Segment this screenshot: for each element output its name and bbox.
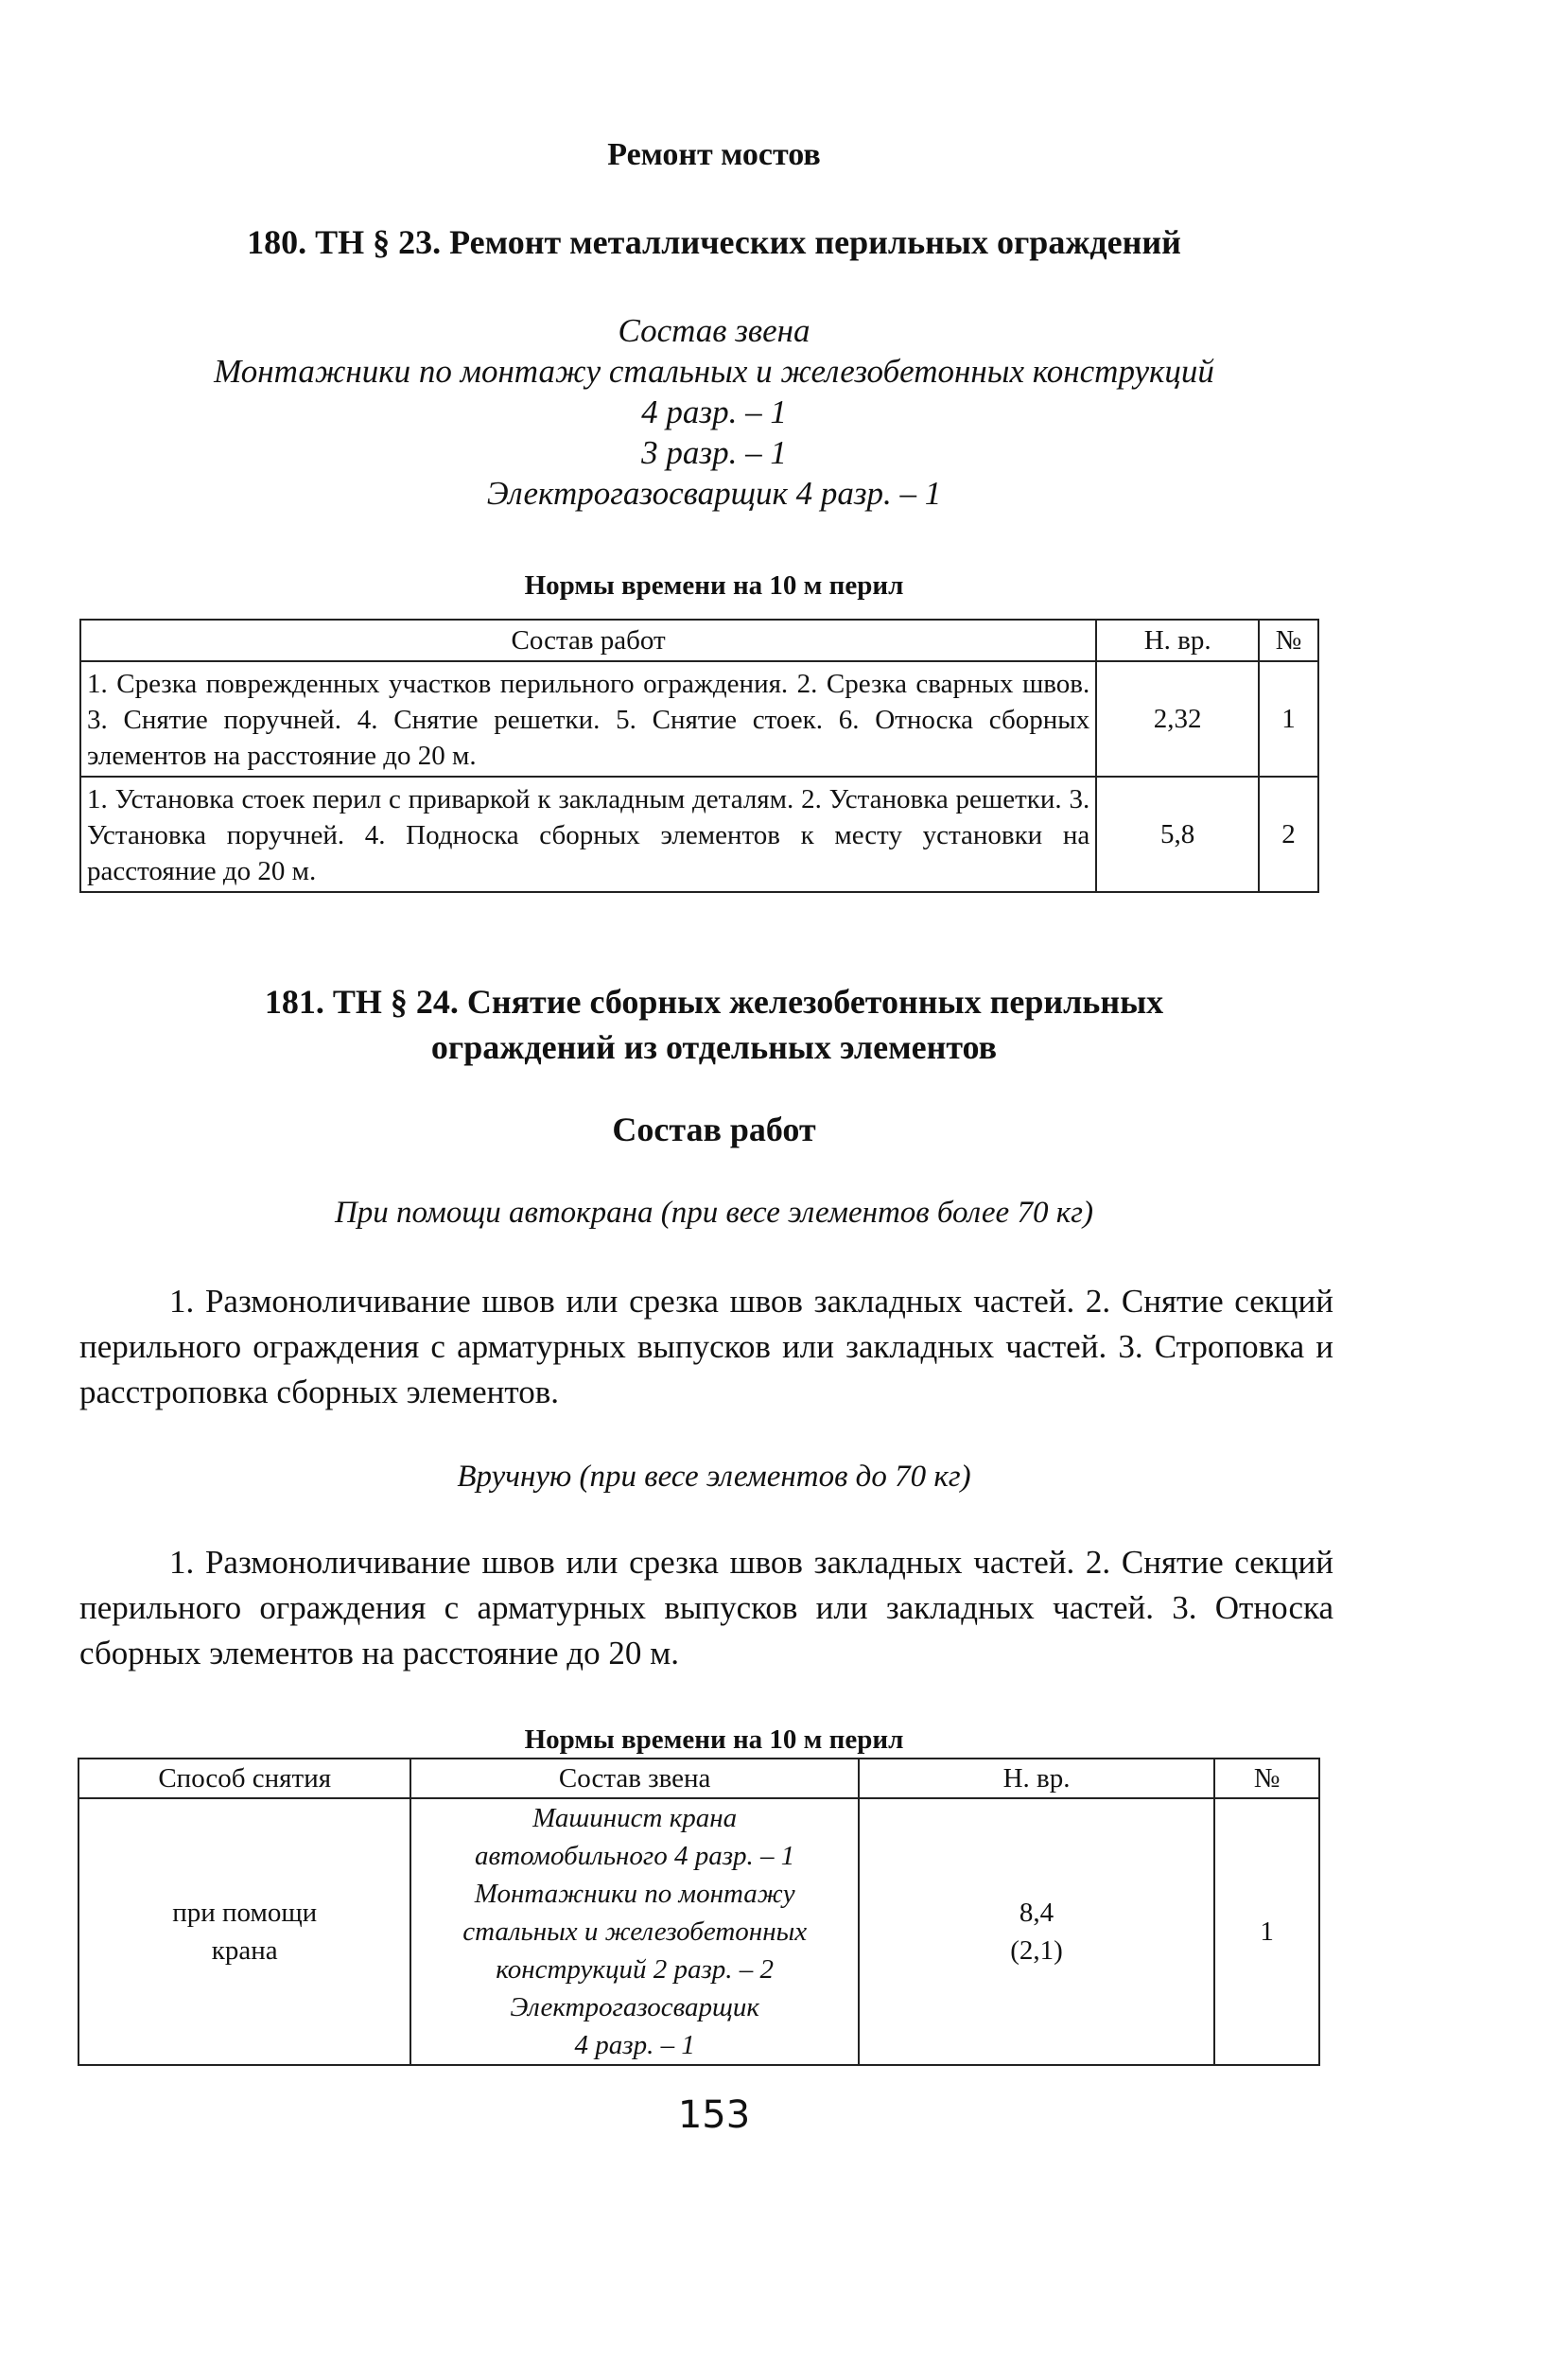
table-row: [80, 661, 1318, 777]
work-cell: 1. Установка стоек перил с приваркой к закладным деталям. 2. Установка решетки. 3. Установка поручней. 4. Подноска сборных элементов к месту установки на расстояние до 20 м.: [80, 777, 1096, 892]
crane-work-text: [79, 1279, 1333, 1415]
crew-line: Монтажники по монтажу стальных и железобетонных конструкций: [214, 353, 1214, 390]
col-header-num: №: [1214, 1759, 1319, 1798]
crane-subtitle: При помощи автокрана (при весе элементов более 70 кг): [334, 1196, 1094, 1230]
norm-cell: 2,32: [1096, 661, 1259, 777]
norm-180-title: 180. ТН § 23. Ремонт металлических перильных ограждений: [247, 223, 1181, 261]
table-row: [78, 1798, 1319, 2065]
norm-value: 8,4: [1019, 1898, 1054, 1928]
norm-181-title: [0, 979, 1428, 1070]
manual-work-text: [79, 1540, 1333, 1676]
crew-line: 4 разр. – 1: [574, 2030, 695, 2060]
norm-value-alt: (2,1): [1010, 1935, 1063, 1966]
table-header-row: [78, 1759, 1319, 1798]
crew-line: Электрогазосварщик: [510, 1992, 759, 2022]
crew-line: 3 разр. – 1: [641, 434, 787, 471]
work-composition-title: Состав работ: [612, 1111, 816, 1148]
col-header-norm: Н. вр.: [1096, 620, 1259, 661]
crew-cell: [410, 1798, 859, 2065]
title-line: 181. ТН § 24. Снятие сборных железобетонных перильных: [264, 983, 1164, 1021]
num-cell: 1: [1259, 661, 1318, 777]
crew-line: автомобильного 4 разр. – 1: [475, 1841, 795, 1871]
num-cell: 1: [1214, 1798, 1319, 2065]
table-181-caption: Нормы времени на 10 м перил: [524, 1724, 904, 1755]
section-title: Ремонт мостов: [607, 137, 821, 172]
col-header-method: Способ снятия: [78, 1759, 410, 1798]
crew-line: 4 разр. – 1: [641, 394, 787, 430]
method-line: крана: [211, 1935, 278, 1966]
num-cell: 2: [1259, 777, 1318, 892]
col-header-num: №: [1259, 620, 1318, 661]
manual-work-paragraph: 1. Размоноличивание швов или срезка швов закладных частей. 2. Снятие секций перильного ограждения с арматурных выпусков или закладных частей. 3. Относка сборных элементов на расстояние до 20 м.: [79, 1544, 1333, 1671]
crew-line: Электрогазосварщик 4 разр. – 1: [486, 475, 942, 512]
title-line: ограждений из отдельных элементов: [430, 1028, 998, 1066]
crew-line: Монтажники по монтажу: [474, 1879, 795, 1909]
page-number: 153: [677, 2093, 751, 2137]
manual-subtitle: Вручную (при весе элементов до 70 кг): [457, 1460, 971, 1494]
col-header-crew: Состав звена: [410, 1759, 859, 1798]
norms-table-181: [78, 1758, 1320, 2066]
method-line: при помощи: [172, 1898, 318, 1928]
table-row: [80, 777, 1318, 892]
norms-table-180: [79, 619, 1319, 893]
method-cell: [78, 1798, 410, 2065]
col-header-norm: Н. вр.: [859, 1759, 1214, 1798]
crew-heading: Состав звена: [618, 312, 810, 349]
crew-line: Машинист крана: [532, 1803, 738, 1833]
col-header-work: Состав работ: [80, 620, 1096, 661]
crew-composition-180: [76, 310, 1352, 514]
norm-cell: 5,8: [1096, 777, 1259, 892]
work-cell: 1. Срезка поврежденных участков перильного ограждения. 2. Срезка сварных швов. 3. Снятие поручней. 4. Снятие решетки. 5. Снятие стоек. 6. Относка сборных элементов на расстояние до 20 м.: [80, 661, 1096, 777]
table-header-row: [80, 620, 1318, 661]
crew-line: конструкций 2 разр. – 2: [496, 1954, 775, 1985]
table-180-caption: Нормы времени на 10 м перил: [524, 570, 904, 601]
crew-line: стальных и железобетонных: [462, 1916, 808, 1947]
norm-cell: [859, 1798, 1214, 2065]
crane-work-paragraph: 1. Размоноличивание швов или срезка швов закладных частей. 2. Снятие секций перильного ограждения с арматурных выпусков или закладных частей. 3. Строповка и расстроповка сборных элементов.: [79, 1283, 1333, 1410]
